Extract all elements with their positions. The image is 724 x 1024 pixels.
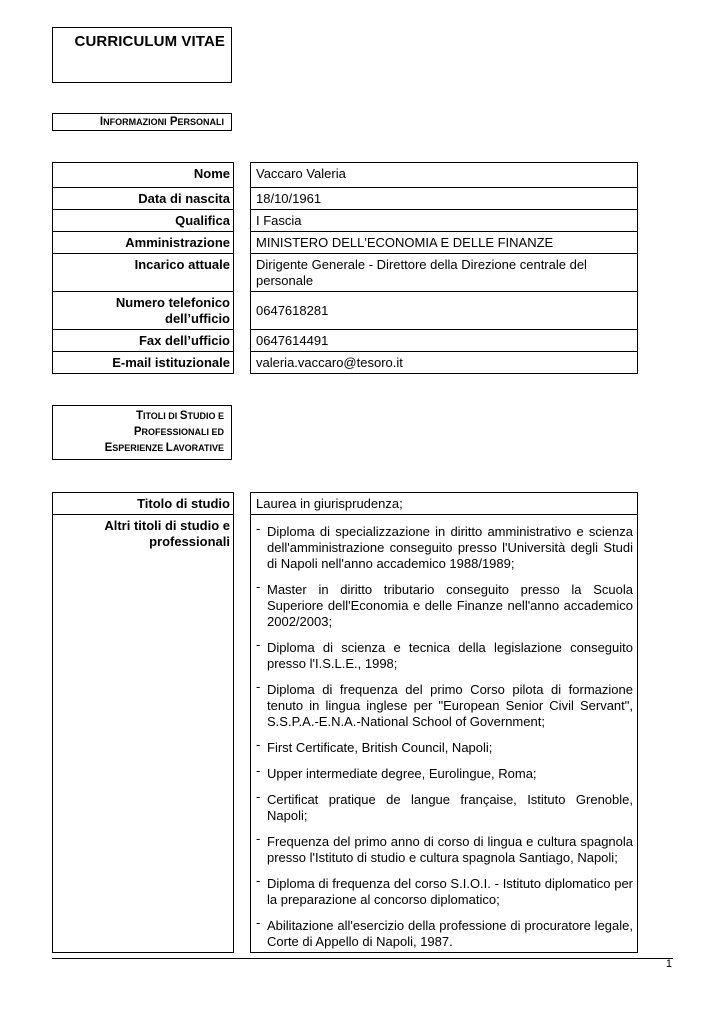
list-item xyxy=(256,637,633,672)
field-label: Numero telefonico dell’ufficio xyxy=(52,291,234,329)
field-value: Vaccaro Valeria xyxy=(250,162,638,187)
field-label: Amministrazione xyxy=(52,231,234,253)
list-item xyxy=(256,521,633,572)
bullet-dash: - xyxy=(256,637,261,652)
footer-divider xyxy=(52,958,673,959)
bullet-dash: - xyxy=(256,521,261,536)
personal-row xyxy=(52,291,638,329)
bullet-dash: - xyxy=(256,579,261,594)
field-label: Data di nascita xyxy=(52,187,234,209)
personal-info-table xyxy=(52,162,638,374)
section-header-personal-info xyxy=(52,113,232,131)
field-value: MINISTERO DELL'ECONOMIA E DELLE FINANZE xyxy=(250,231,638,253)
personal-row xyxy=(52,351,638,374)
field-value: I Fascia xyxy=(250,209,638,231)
education-row xyxy=(52,492,638,514)
field-value: 0647618281 xyxy=(250,291,638,329)
field-label: E-mail istituzionale xyxy=(52,351,234,374)
personal-row xyxy=(52,253,638,291)
field-value xyxy=(250,514,638,953)
education-row xyxy=(52,514,638,953)
personal-row xyxy=(52,231,638,253)
education-table xyxy=(52,492,638,953)
bullet-dash: - xyxy=(256,831,261,846)
cv-title-box xyxy=(52,27,232,83)
field-value: valeria.vaccaro@tesoro.it xyxy=(250,351,638,374)
list-item xyxy=(256,915,633,950)
bullet-dash: - xyxy=(256,763,261,778)
list-item xyxy=(256,737,633,756)
bullet-dash: - xyxy=(256,915,261,930)
list-item-text: First Certificate, British Council, Napoli; xyxy=(267,740,493,755)
bullet-dash: - xyxy=(256,789,261,804)
list-item-text: Certificat pratique de langue française, Istituto Grenoble, Napoli; xyxy=(267,792,633,823)
section-title-education-experience: TITOLI DI STUDIO E PROFESSIONALI ED ESPERIENZE LAVORATIVE xyxy=(104,410,224,454)
list-item-text: Master in diritto tributario conseguito presso la Scuola Superiore dell'Economia e delle Finanze nell'anno accademico 2002/2003; xyxy=(267,582,633,629)
bullet-dash: - xyxy=(256,737,261,752)
other-titles-list xyxy=(256,521,633,950)
field-label: Incarico attuale xyxy=(52,253,234,291)
cv-title: CURRICULUM VITAE xyxy=(74,33,225,50)
field-label: Qualifica xyxy=(52,209,234,231)
list-item xyxy=(256,789,633,824)
list-item xyxy=(256,763,633,782)
field-value: Laurea in giurisprudenza; xyxy=(250,492,638,514)
field-value: Dirigente Generale - Direttore della Direzione centrale del personale xyxy=(250,253,638,291)
list-item-text: Diploma di frequenza del corso S.I.O.I. - Istituto diplomatico per la preparazione al concorso diplomatico; xyxy=(267,876,633,907)
bullet-dash: - xyxy=(256,679,261,694)
field-label: Altri titoli di studio e professionali xyxy=(52,514,234,953)
list-item-text: Diploma di frequenza del primo Corso pilota di formazione tenuto in lingua inglese per "European Senior Civil Servant", S.S.P.A.-E.N.A.-National School of Government; xyxy=(267,682,633,729)
list-item xyxy=(256,873,633,908)
field-label: Nome xyxy=(52,162,234,187)
section-header-education-experience xyxy=(52,405,232,460)
personal-row xyxy=(52,329,638,351)
field-value: 0647614491 xyxy=(250,329,638,351)
list-item xyxy=(256,831,633,866)
bullet-dash: - xyxy=(256,873,261,888)
personal-row xyxy=(52,162,638,187)
section-title-personal-info: INFORMAZIONI PERSONALI xyxy=(99,116,224,128)
page-number: 1 xyxy=(665,958,672,970)
field-label: Fax dell’ufficio xyxy=(52,329,234,351)
list-item-text: Abilitazione all'esercizio della professione di procuratore legale, Corte di Appello di Napoli, 1987. xyxy=(267,918,633,949)
list-item-text: Upper intermediate degree, Eurolingue, Roma; xyxy=(267,766,537,781)
list-item-text: Diploma di scienza e tecnica della legislazione conseguito presso l'I.S.L.E., 1998; xyxy=(267,640,633,671)
list-item xyxy=(256,679,633,730)
field-label: Titolo di studio xyxy=(52,492,234,514)
list-item-text: Diploma di specializzazione in diritto amministrativo e scienza dell'amministrazione conseguito presso l'Università degli Studi di Napoli nell'anno accademico 1988/1989; xyxy=(267,524,633,571)
personal-row xyxy=(52,187,638,209)
list-item-text: Frequenza del primo anno di corso di lingua e cultura spagnola presso l'Istituto di studio e cultura spagnola Santiago, Napoli; xyxy=(267,834,633,865)
personal-row xyxy=(52,209,638,231)
list-item xyxy=(256,579,633,630)
field-value: 18/10/1961 xyxy=(250,187,638,209)
